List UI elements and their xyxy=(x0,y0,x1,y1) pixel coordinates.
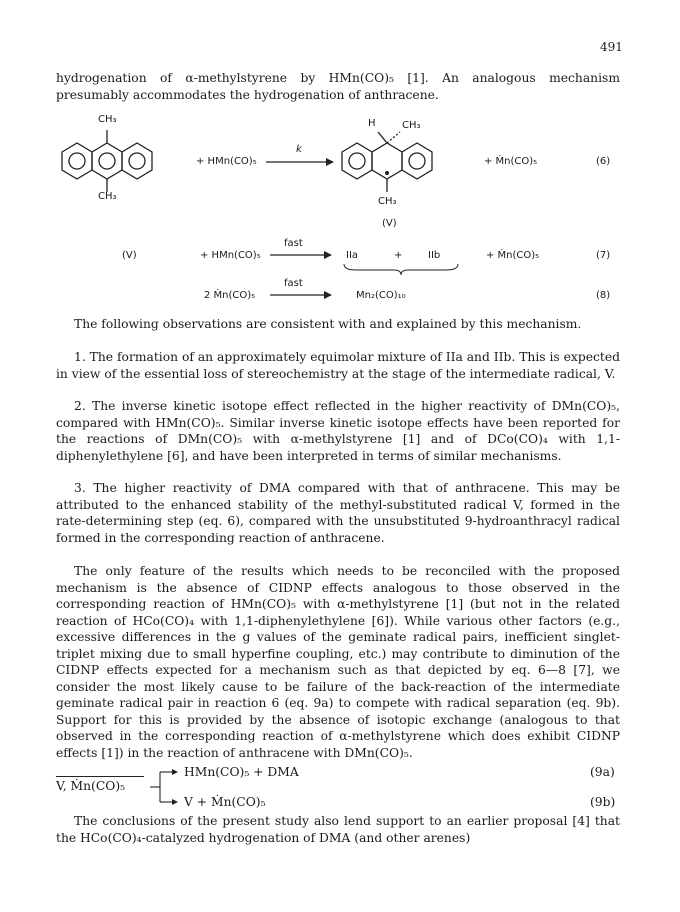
product-v-label: (V) xyxy=(382,218,397,229)
ch3-product-bottom: CH₃ xyxy=(378,196,397,207)
eq7-reactant: (V) xyxy=(122,250,137,261)
observation-3: 3. The higher reactivity of DMA compared with that of anthracene. This may be attributed to the enhanced stability of the methyl-substituted radical V, formed in the rate-determining step (eq. 6), compared with the unsubstituted 9-hydroanthracyl radical formed in the corresponding reaction of anthracene. xyxy=(56,481,620,545)
eq9-overbar xyxy=(56,776,144,777)
eq8-fast-label: fast xyxy=(284,278,303,289)
rate-constant-k: k xyxy=(296,144,302,155)
eq7-underbrace xyxy=(342,262,460,276)
cidnp-paragraph: The only feature of the results which needs to be reconciled with the proposed mechanism is the absence of CIDNP effects analogous to those observed in the corresponding reaction of HMn(CO)₅ with α-methylstyrene [1] (but not in the related reaction of HCo(CO)₄ with 1,1-diphenylethylene [6]). While various other factors (e.g., excessive differences in the g values of the geminate radical pairs, inefficient singlet-triplet mixing due to small hyperfine coupling, etc.) may contribute to diminution of the CIDNP effects expected for a mechanism such as that depicted by eq. 6—8 [7], we consider the most likely cause to be failure of the back-reaction of the intermediate geminate radical pair in reaction 6 (eq. 9a) to compete with radical separation (eq. 9b). Support for this is provided by the absence of isotopic exchange (analogous to that observed in the corresponding reaction of α-methylstyrene which does exhibit CIDNP effects [1]) in the reaction of anthracene with DMn(CO)₅. xyxy=(56,564,620,760)
eq8-reactant: 2 Ṁn(CO)₅ xyxy=(204,290,256,301)
eq9-branch-arrow xyxy=(146,764,182,810)
hmnco5-reagent: + HMn(CO)₅ xyxy=(196,156,257,167)
radical-v-structure xyxy=(336,118,472,208)
equation-number-8: (8) xyxy=(596,290,611,301)
ch3-product-top: CH₃ xyxy=(402,120,421,131)
page-number: 491 xyxy=(600,40,623,54)
ch3-bottom-label: CH₃ xyxy=(98,191,117,202)
observations-intro: The following observations are consistent with and explained by this mechanism. xyxy=(74,317,582,331)
equation-number-9b: (9b) xyxy=(590,795,616,809)
eq9-radical-pair: V, Ṁn(CO)₅ xyxy=(56,779,126,793)
equation-number-7: (7) xyxy=(596,250,611,261)
observation-1: 1. The formation of an approximately equimolar mixture of IIa and IIb. This is expected in view of the essential loss of stereochemistry at the stage of the intermediate radical, V. xyxy=(56,350,620,381)
eq9b-products: V + Ṁn(CO)₅ xyxy=(184,795,266,809)
conclusion-paragraph: The conclusions of the present study also lend support to an earlier proposal [4] that the HCo(CO)₄-catalyzed hydrogenation of DMA (and other arenes) xyxy=(56,814,620,845)
equation-number-6: (6) xyxy=(596,156,611,167)
eq8-product: Mn₂(CO)₁₀ xyxy=(356,290,406,301)
intro-paragraph: hydrogenation of α-methylstyrene by HMn(CO)₅ [1]. An analogous mechanism presumably accommodates the hydrogenation of anthracene. xyxy=(56,71,620,102)
eq7-product-iia: IIa xyxy=(346,250,359,261)
h-label: H xyxy=(368,118,376,129)
eq7-fast-label: fast xyxy=(284,238,303,249)
eq7-plus: + xyxy=(394,250,403,261)
equation-number-9a: (9a) xyxy=(590,765,615,779)
mnco5-radical: + Ṁn(CO)₅ xyxy=(484,156,538,167)
eq9a-products: HMn(CO)₅ + DMA xyxy=(184,765,299,779)
eq7-reagent: + HMn(CO)₅ xyxy=(200,250,261,261)
eq7-mnco5-radical: + Ṁn(CO)₅ xyxy=(486,250,540,261)
eq7-product-iib: IIb xyxy=(428,250,441,261)
ch3-top-label: CH₃ xyxy=(98,114,117,125)
observation-2: 2. The inverse kinetic isotope effect reflected in the higher reactivity of DMn(CO)₅, compared with HMn(CO)₅. Similar inverse kinetic isotope effects have been reported for the reactions of DMn(CO)₅ with α-methylstyrene [1] and of DCo(CO)₄ with 1,1-diphenylethylene [6], and have been interpreted in terms of similar mechanisms. xyxy=(56,399,620,463)
